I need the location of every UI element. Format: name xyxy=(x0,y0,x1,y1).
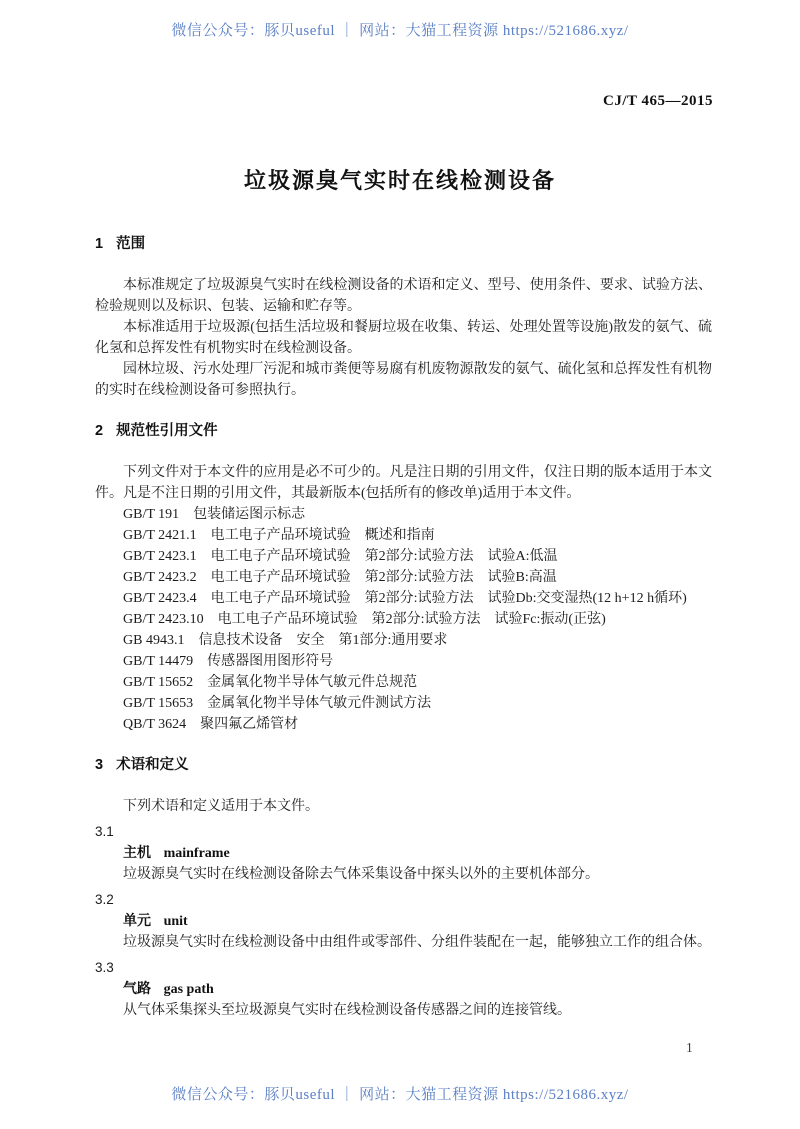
reference-item: GB 4943.1 信息技术设备 安全 第1部分:通用要求 xyxy=(123,633,448,648)
term-entry xyxy=(95,821,712,885)
scope-paragraph: 本标准规定了垃圾源臭气实时在线检测设备的术语和定义、型号、使用条件、要求、试验方法、检验规则以及标识、包装、运输和贮存等。 xyxy=(95,278,712,314)
reference-item: GB/T 2423.1 电工电子产品环境试验 第2部分:试验方法 试验A:低温 xyxy=(123,549,558,564)
term-chinese: 单元 xyxy=(123,912,151,928)
section-number: 3 xyxy=(95,757,104,773)
term-title xyxy=(95,910,712,932)
term-definition: 从气体采集探头至垃圾源臭气实时在线检测设备传感器之间的连接管线。 xyxy=(123,1003,571,1018)
term-english: mainframe xyxy=(163,846,230,861)
document-title: 垃圾源臭气实时在线检测设备 xyxy=(243,168,556,193)
term-english: unit xyxy=(163,914,188,929)
term-title xyxy=(95,978,712,1000)
section-label: 规范性引用文件 xyxy=(116,423,218,439)
section-label: 范围 xyxy=(116,236,146,252)
section-number: 1 xyxy=(95,236,104,252)
watermark-header: 微信公众号：豚贝useful ｜ 网站：大猫工程资源 https://521686.xyz/ xyxy=(171,23,629,39)
standard-code: CJ/T 465—2015 xyxy=(603,93,713,109)
page-number: 1 xyxy=(686,1040,693,1055)
term-number: 3.2 xyxy=(95,892,114,907)
reference-item: GB/T 2423.4 电工电子产品环境试验 第2部分:试验方法 试验Db:交变湿热(12 h+12 h循环) xyxy=(123,591,687,606)
reference-item: GB/T 15652 金属氧化物半导体气敏元件总规范 xyxy=(123,675,418,690)
term-chinese: 主机 xyxy=(123,844,151,860)
reference-item: QB/T 3624 聚四氟乙烯管材 xyxy=(123,717,299,732)
scope-paragraph: 园林垃圾、污水处理厂污泥和城市粪便等易腐有机废物源散发的氨气、硫化氢和总挥发性有机物的实时在线检测设备可参照执行。 xyxy=(95,362,712,398)
reference-item: GB/T 191 包装储运图示标志 xyxy=(123,507,306,522)
reference-item: GB/T 2423.10 电工电子产品环境试验 第2部分:试验方法 试验Fc:振动(正弦) xyxy=(123,612,606,627)
term-title xyxy=(95,842,712,864)
section-heading-terms xyxy=(95,755,712,776)
scope-paragraph: 本标准适用于垃圾源(包括生活垃圾和餐厨垃圾在收集、转运、处理处置等设施)散发的氨气、硫化氢和总挥发性有机物实时在线检测设备。 xyxy=(95,320,712,356)
term-entry xyxy=(95,889,712,953)
term-definition: 垃圾源臭气实时在线检测设备中由组件或零部件、分组件装配在一起，能够独立工作的组合体。 xyxy=(123,935,711,950)
reference-item: GB/T 14479 传感器图用图形符号 xyxy=(123,654,334,669)
term-definition: 垃圾源臭气实时在线检测设备除去气体采集设备中探头以外的主要机体部分。 xyxy=(123,867,599,882)
reference-item: GB/T 15653 金属氧化物半导体气敏元件测试方法 xyxy=(123,696,432,711)
section-number: 2 xyxy=(95,423,104,439)
term-number: 3.1 xyxy=(95,824,114,839)
section-heading-normative-references xyxy=(95,421,712,442)
watermark-footer: 微信公众号：豚贝useful ｜ 网站：大猫工程资源 https://521686.xyz/ xyxy=(171,1087,629,1103)
terms-intro: 下列术语和定义适用于本文件。 xyxy=(123,799,319,814)
section-heading-scope xyxy=(95,234,712,255)
term-number: 3.3 xyxy=(95,960,114,975)
term-entry xyxy=(95,957,712,1021)
document-body xyxy=(95,232,712,1021)
term-chinese: 气路 xyxy=(123,980,151,996)
term-english: gas path xyxy=(163,982,214,997)
reference-item: GB/T 2421.1 电工电子产品环境试验 概述和指南 xyxy=(123,528,435,543)
normative-references-intro: 下列文件对于本文件的应用是必不可少的。凡是注日期的引用文件，仅注日期的版本适用于本文件。凡是不注日期的引用文件，其最新版本(包括所有的修改单)适用于本文件。 xyxy=(95,465,712,501)
reference-item: GB/T 2423.2 电工电子产品环境试验 第2部分:试验方法 试验B:高温 xyxy=(123,570,557,585)
section-label: 术语和定义 xyxy=(116,757,189,773)
